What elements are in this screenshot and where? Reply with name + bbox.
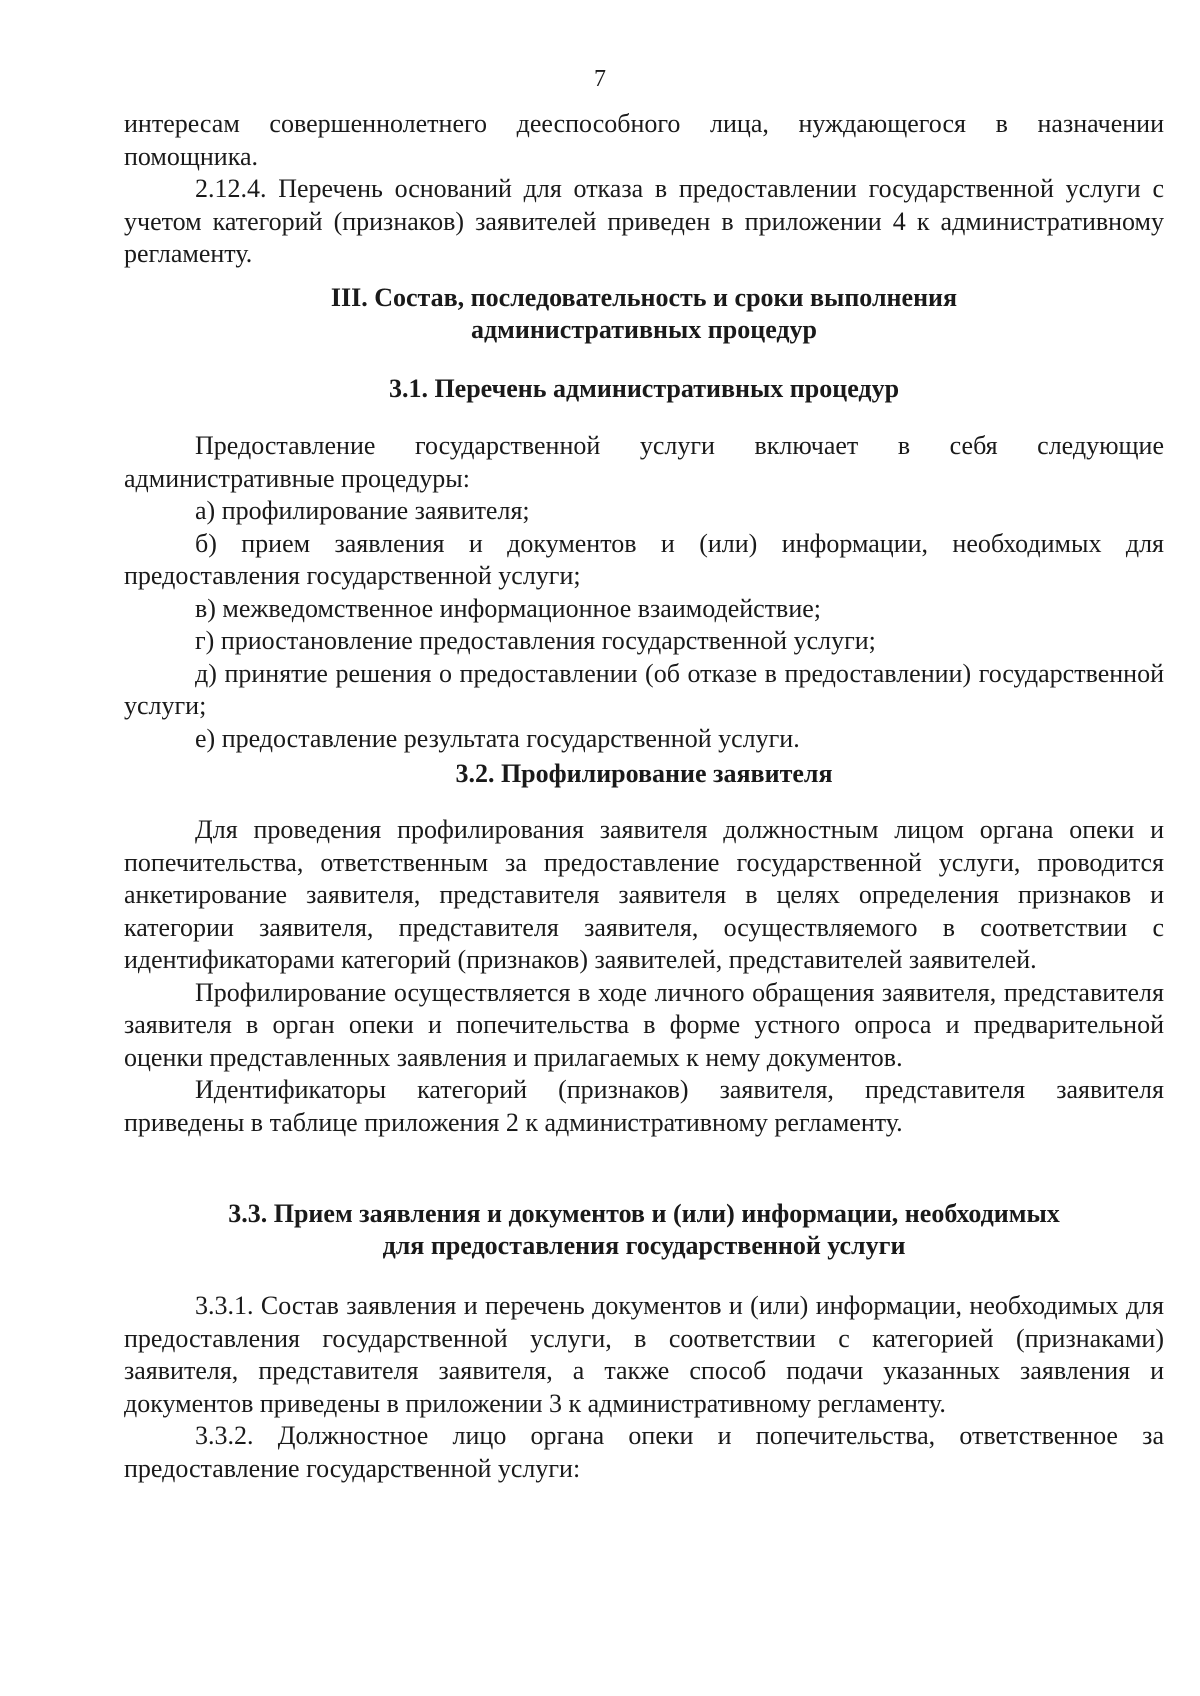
procedure-item-d: д) принятие решения о предоставлении (об отказе в предоставлении) государственной услуги; [124,658,1164,720]
procedure-item-v: в) межведомственное информационное взаимодействие; [195,593,822,623]
profiling-paragraph-2: Профилирование осуществляется в ходе личного обращения заявителя, представителя заявителя в орган опеки и попечительства в форме устного опроса и предварительной оценки представленных заявления и прилагаемых к нему документов. [124,977,1164,1072]
profiling-paragraph-3: Идентификаторы категорий (признаков) заявителя, представителя заявителя приведены в таблице приложения 2 к административному регламенту. [124,1075,1164,1137]
subsection-3-1-heading [124,373,1164,405]
subsection-3-3-body [124,1290,1164,1485]
subsection-3-3-title-line-2: для предоставления государственной услуги [382,1231,906,1260]
intro-block [124,108,1164,271]
subsection-3-1-title: 3.1. Перечень административных процедур [388,374,900,403]
intro-paragraph-2: 2.12.4. Перечень оснований для отказа в предоставлении государственной услуги с учетом категорий (признаков) заявителей приведен в приложении 4 к административному регламенту. [124,174,1164,268]
subsection-3-2-heading [124,758,1164,790]
subsection-3-1-body [124,430,1164,755]
subsection-3-2-body [124,814,1164,1139]
section-3-heading [124,282,1164,346]
profiling-paragraph-1: Для проведения профилирования заявителя должностным лицом органа опеки и попечительства, ответственным за предоставление государственной услуги, проводится анкетирование заявителя, представителя заявителя в целях определения признаков и категории заявителя, представителя заявителя, осуществляемого в соответствии с идентификаторами категорий (признаков) заявителей, представителей заявителей. [124,815,1164,974]
procedure-item-a: а) профилирование заявителя; [195,496,530,525]
application-paragraph-1: 3.3.1. Состав заявления и перечень документов и (или) информации, необходимых для предоставления государственной услуги, в соответствии с категорией (признаками) заявителя, представителя заявителя, а также способ подачи указанных заявления и документов приведены в приложении 3 к административному регламенту. [124,1291,1164,1418]
subsection-3-3-title-line-1: 3.3. Прием заявления и документов и (или) информации, необходимых [228,1199,1060,1228]
application-paragraph-2: 3.3.2. Должностное лицо органа опеки и попечительства, ответственное за предоставление государственной услуги: [124,1421,1164,1483]
intro-paragraph-1: интересам совершеннолетнего дееспособного лица, нуждающегося в назначении помощника. [124,109,1164,171]
procedure-item-g: г) приостановление предоставления государственной услуги; [195,626,876,655]
procedure-item-b: б) прием заявления и документов и (или) информации, необходимых для предоставления государственной услуги; [124,528,1164,590]
subsection-3-3-heading [124,1198,1164,1262]
procedures-lead: Предоставление государственной услуги включает в себя следующие административные процедуры: [124,431,1164,493]
page-number: 7 [594,66,606,92]
subsection-3-2-title: 3.2. Профилирование заявителя [455,759,833,788]
section-3-title-line-1: III. Состав, последовательность и сроки выполнения [330,283,958,312]
procedure-item-e: е) предоставление результата государственной услуги. [195,723,800,753]
section-3-title-line-2: административных процедур [470,315,818,344]
